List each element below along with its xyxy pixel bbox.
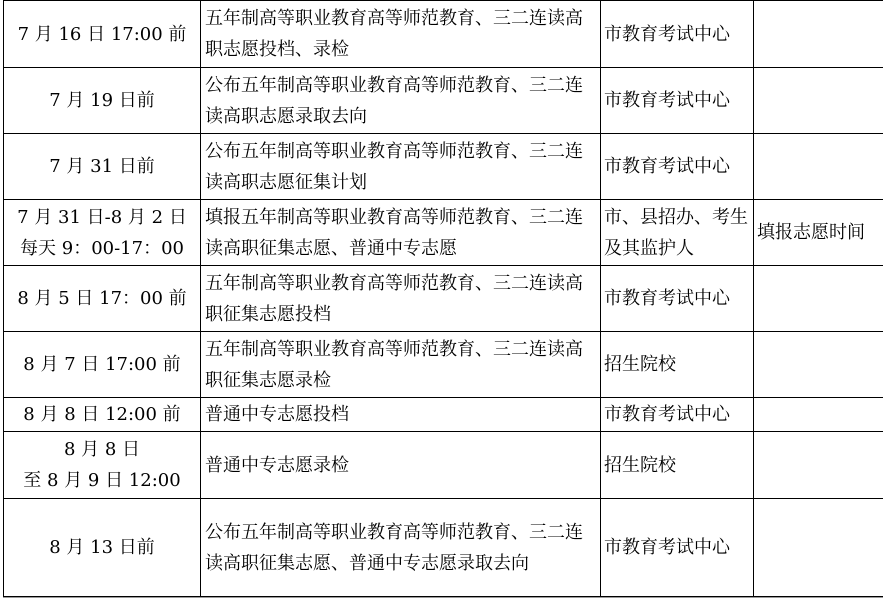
table-row xyxy=(4,266,883,332)
note-cell xyxy=(754,266,883,332)
org-cell: 招生院校 xyxy=(601,332,754,398)
org-cell: 市教育考试中心 xyxy=(601,499,754,597)
note-cell xyxy=(754,432,883,499)
table-row xyxy=(4,398,883,432)
table-row xyxy=(4,134,883,200)
date-cell xyxy=(4,432,201,499)
date-line: 8 月 8 日 12:00 前 xyxy=(6,399,198,430)
table-row xyxy=(4,499,883,597)
note-cell xyxy=(754,134,883,200)
item-cell: 公布五年制高等职业教育高等师范教育、三二连读高职志愿征集计划 xyxy=(201,134,601,200)
date-cell xyxy=(4,134,201,200)
item-cell: 公布五年制高等职业教育高等师范教育、三二连读高职志愿录取去向 xyxy=(201,68,601,134)
org-cell: 市教育考试中心 xyxy=(601,1,754,68)
date-line: 8 月 5 日 17：00 前 xyxy=(6,283,198,314)
org-cell: 市教育考试中心 xyxy=(601,68,754,134)
table-row xyxy=(4,1,883,68)
item-cell: 填报五年制高等职业教育高等师范教育、三二连读高职征集志愿、普通中专志愿 xyxy=(201,200,601,266)
note-cell xyxy=(754,332,883,398)
date-line: 7 月 31 日-8 月 2 日 xyxy=(6,202,198,233)
date-line: 8 月 13 日前 xyxy=(6,532,198,563)
table-row xyxy=(4,432,883,499)
date-line: 7 月 16 日 17:00 前 xyxy=(6,19,198,50)
admission-schedule-table xyxy=(3,0,883,597)
table-row xyxy=(4,68,883,134)
date-cell xyxy=(4,200,201,266)
table-row xyxy=(4,200,883,266)
item-cell: 五年制高等职业教育高等师范教育、三二连读高职征集志愿投档 xyxy=(201,266,601,332)
item-cell: 公布五年制高等职业教育高等师范教育、三二连读高职征集志愿、普通中专志愿录取去向 xyxy=(201,499,601,597)
item-cell: 五年制高等职业教育高等师范教育、三二连读高职志愿投档、录检 xyxy=(201,1,601,68)
date-cell xyxy=(4,1,201,68)
org-cell: 招生院校 xyxy=(601,432,754,499)
date-line: 至 8 月 9 日 12:00 xyxy=(6,465,198,496)
note-cell xyxy=(754,1,883,68)
org-cell: 市教育考试中心 xyxy=(601,398,754,432)
note-cell xyxy=(754,68,883,134)
date-line: 每天 9：00-17：00 xyxy=(6,233,198,264)
date-cell xyxy=(4,266,201,332)
org-cell: 市、县招办、考生及其监护人 xyxy=(601,200,754,266)
page-bottom-edge xyxy=(3,597,883,602)
date-cell xyxy=(4,332,201,398)
item-cell: 五年制高等职业教育高等师范教育、三二连读高职征集志愿录检 xyxy=(201,332,601,398)
org-cell: 市教育考试中心 xyxy=(601,266,754,332)
date-cell xyxy=(4,68,201,134)
date-line: 8 月 7 日 17:00 前 xyxy=(6,349,198,380)
date-line: 7 月 31 日前 xyxy=(6,151,198,182)
note-cell: 填报志愿时间 xyxy=(754,200,883,266)
date-cell xyxy=(4,499,201,597)
org-cell: 市教育考试中心 xyxy=(601,134,754,200)
date-line: 7 月 19 日前 xyxy=(6,85,198,116)
date-line: 8 月 8 日 xyxy=(6,434,198,465)
note-cell xyxy=(754,499,883,597)
item-cell: 普通中专志愿录检 xyxy=(201,432,601,499)
item-cell: 普通中专志愿投档 xyxy=(201,398,601,432)
table-row xyxy=(4,332,883,398)
date-cell xyxy=(4,398,201,432)
note-cell xyxy=(754,398,883,432)
